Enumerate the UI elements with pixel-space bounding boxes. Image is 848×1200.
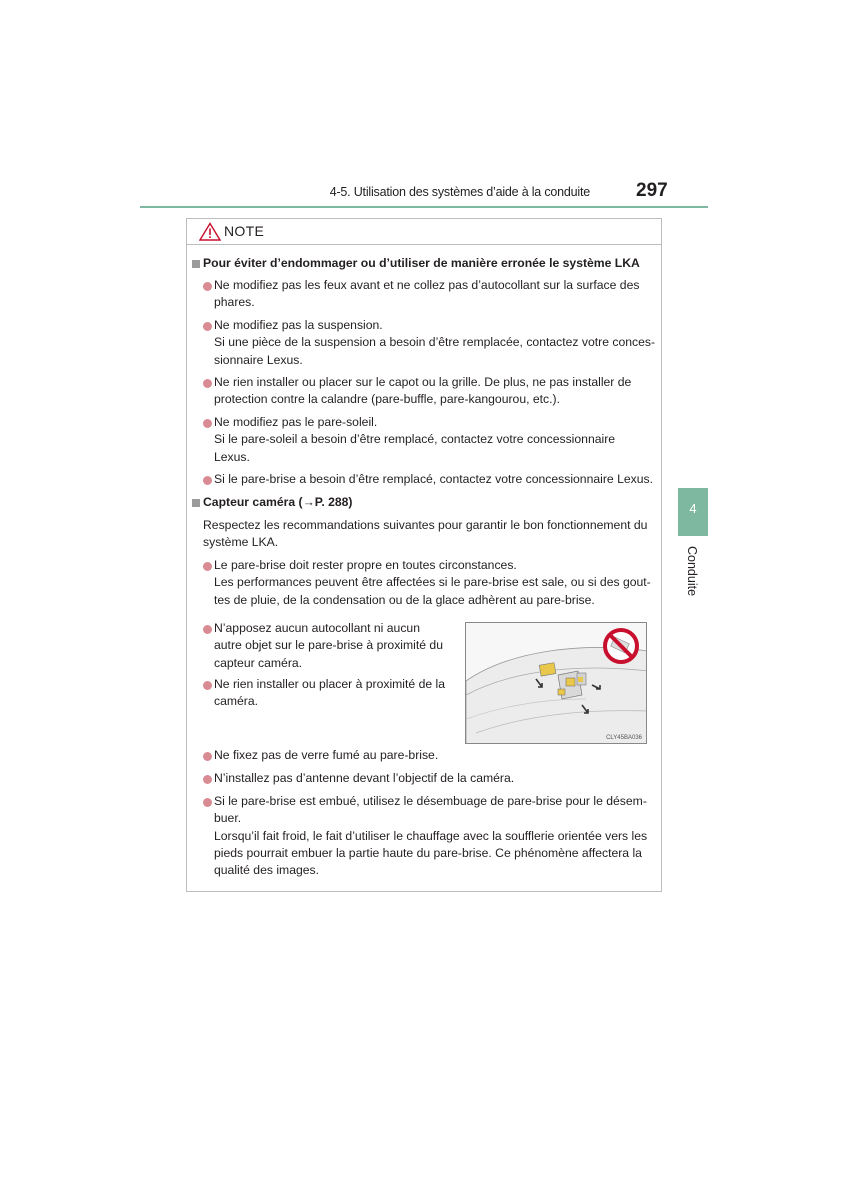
page-number: 297 bbox=[636, 180, 668, 201]
bullet-dot bbox=[203, 419, 212, 428]
section-marker bbox=[192, 499, 200, 507]
chapter-number: 4 bbox=[689, 501, 697, 516]
bullet-dot bbox=[203, 752, 212, 761]
bullet-item: Ne rien installer ou placer sur le capot ou la grille. De plus, ne pas installer de protection contre la calandre (pare-buffle, pare-kangourou, etc.). bbox=[214, 375, 632, 407]
section-title: 4-5. Utilisation des systèmes d’aide à la conduite bbox=[329, 185, 590, 199]
warning-icon bbox=[199, 222, 221, 241]
bullet-item: Le pare-brise doit rester propre en toutes circonstances. Les performances peuvent être affectées si le pare-brise est sale, ou si des gout- tes de pluie, de la condensation ou de la glace adhèrent au pare-brise. bbox=[214, 558, 651, 607]
bullet-item: Ne fixez pas de verre fumé au pare-brise. bbox=[214, 748, 439, 762]
section-heading-camera: Capteur caméra (→P. 288) bbox=[203, 495, 353, 509]
bullet-dot bbox=[203, 562, 212, 571]
bullet-item: Si le pare-brise a besoin d’être remplacé, contactez votre concessionnaire Lexus. bbox=[214, 472, 653, 486]
bullet-dot bbox=[203, 625, 212, 634]
bullet-item: Si le pare-brise est embué, utilisez le désembuage de pare-brise pour le désem- buer. Lorsqu’il fait froid, le fait d’utiliser le chauffage avec la soufflerie orientée vers les pieds pourrait embuer la partie haute du pare-brise. Ce phénomène affectera la qualité des images. bbox=[214, 794, 648, 878]
note-label: NOTE bbox=[224, 223, 265, 239]
bullet-item: Ne modifiez pas les feux avant et ne collez pas d’autocollant sur la surface des phares. bbox=[214, 278, 640, 310]
chapter-label: Conduite bbox=[685, 546, 699, 597]
section-intro: Respectez les recommandations suivantes pour garantir le bon fonctionnement du système LKA. bbox=[203, 518, 648, 550]
bullet-dot bbox=[203, 476, 212, 485]
bullet-dot bbox=[203, 798, 212, 807]
bullet-dot bbox=[203, 282, 212, 291]
windshield-camera-illustration bbox=[465, 622, 647, 744]
bullet-dot bbox=[203, 322, 212, 331]
bullet-dot bbox=[203, 681, 212, 690]
bullet-dot bbox=[203, 775, 212, 784]
note-header bbox=[187, 219, 661, 245]
bullet-item: N’installez pas d’antenne devant l’objectif de la caméra. bbox=[214, 771, 515, 785]
bullet-item: Ne rien installer ou placer à proximité de la caméra. bbox=[214, 677, 445, 709]
bullet-item: Ne modifiez pas la suspension. Si une pièce de la suspension a besoin d’être remplacée, contactez votre conces- sionnaire Lexus. bbox=[214, 318, 656, 367]
chapter-tab bbox=[678, 488, 708, 536]
header-divider bbox=[140, 206, 708, 208]
section-heading-lka: Pour éviter d’endommager ou d’utiliser de manière erronée le système LKA bbox=[203, 256, 640, 270]
prohibited-icon bbox=[605, 630, 637, 662]
figure-code: CLY45BA036 bbox=[606, 735, 642, 741]
car-interior-drawing bbox=[466, 623, 647, 744]
section-marker bbox=[192, 260, 200, 268]
bullet-item: N’apposez aucun autocollant ni aucun autre objet sur le pare-brise à proximité du capteur caméra. bbox=[214, 621, 443, 670]
bullet-dot bbox=[203, 379, 212, 388]
bullet-item: Ne modifiez pas le pare-soleil. Si le pare-soleil a besoin d’être remplacé, contactez votre concessionnaire Lexus. bbox=[214, 415, 616, 464]
